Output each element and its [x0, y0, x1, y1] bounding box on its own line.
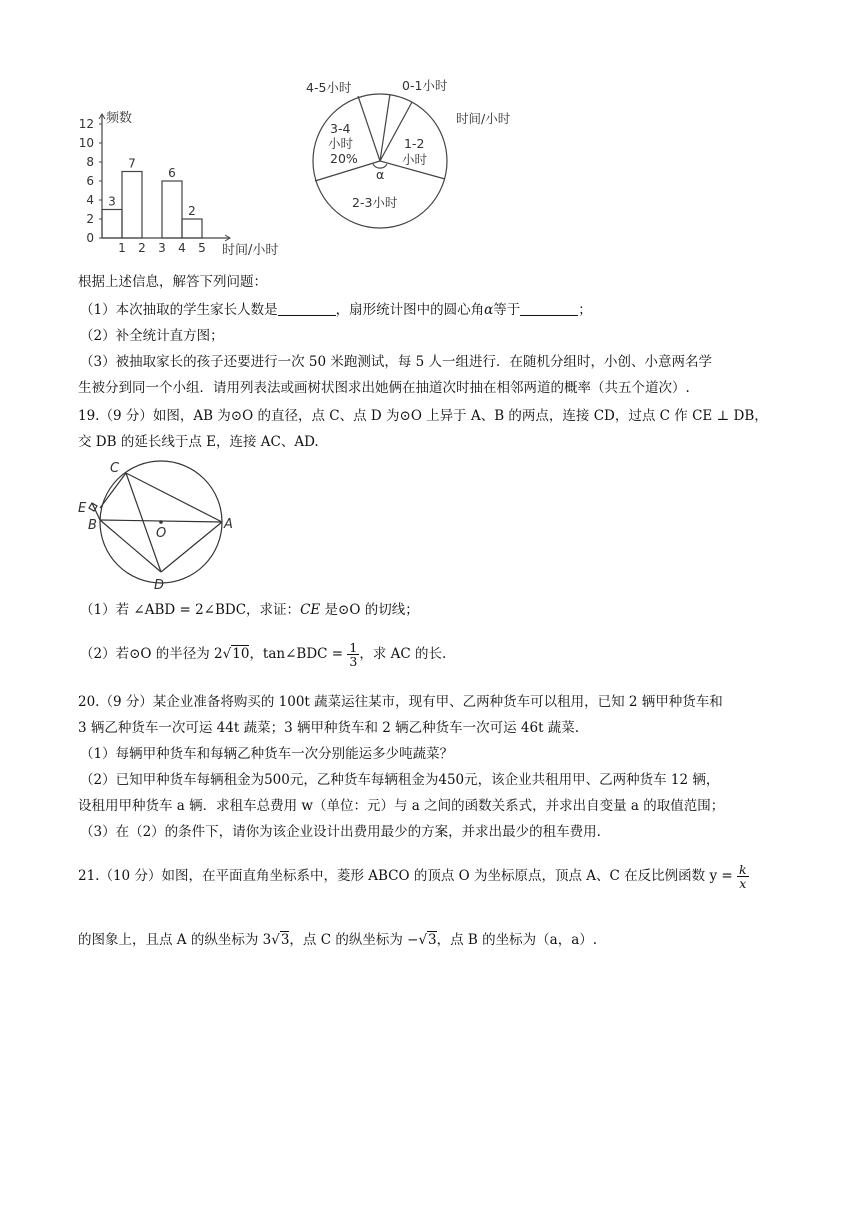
circle-geometry-figure	[74, 460, 234, 595]
pie-label-4-5: 4-5小时	[306, 80, 352, 95]
pie-label-3-4-unit: 小时	[328, 136, 354, 151]
pie-label-1-2: 1-2	[404, 136, 425, 151]
q18-part3-line2: 生被分到同一个小组．请用列表法或画树状图求出她俩在抽道次时抽在相邻两道的概率（共五个道次）.	[78, 380, 690, 396]
q20-line2: 3 辆乙种货车一次可运 44t 蔬菜；3 辆甲种货车和 2 辆乙种货车一次可运 46t 蔬菜.	[78, 720, 580, 736]
q20-line1: 20.（9 分）某企业准备将购买的 100t 蔬菜运往某市，现有甲、乙两种货车可以租用，已知 2 辆甲种货车和	[78, 694, 723, 710]
pie-chart	[300, 76, 530, 246]
y-tick-label: 12	[78, 117, 94, 131]
pie-title: 时间/小时	[456, 111, 511, 126]
pie-divider	[358, 96, 380, 161]
fraction-denominator: 3	[349, 654, 358, 669]
q20-part1: （1）每辆甲种货车和每辆乙种货车一次分别能运多少吨蔬菜？	[80, 746, 454, 762]
q18-part2: （2）补全统计直方图；	[80, 328, 224, 344]
fraction-numerator: 1	[349, 640, 358, 655]
x-tick-label: 2	[138, 241, 146, 255]
q18-part1	[80, 300, 592, 320]
fraction-numerator: k	[738, 862, 747, 877]
frequency-histogram	[72, 100, 302, 280]
q21-line2-e: ，点 B 的坐标为（a，a）.	[436, 932, 598, 948]
x-tick-label: 1	[118, 241, 126, 255]
q19-part2-c: ，tan∠BDC =	[249, 646, 344, 662]
fraction-k-over-x	[737, 863, 749, 890]
point-c-label: C	[110, 461, 120, 476]
q19-part1-ce: CE	[300, 602, 321, 618]
chord-ad	[161, 522, 222, 572]
point-o-label: O	[156, 526, 167, 541]
pie-label-1-2-unit: 小时	[402, 152, 428, 167]
y-tick-label: 8	[86, 155, 94, 169]
sqrt-symbol: √	[222, 646, 232, 662]
q20-part3: （3）在（2）的条件下，请你为该企业设计出费用最少的方案，并求出最少的租车费用.	[80, 824, 601, 840]
bar-value-label: 7	[128, 156, 136, 171]
point-b-label: B	[88, 518, 97, 533]
q21-radicand-c: 3	[428, 932, 437, 948]
histogram-bar	[122, 172, 142, 239]
q19-part2	[80, 640, 446, 668]
q21-line2	[78, 930, 597, 950]
q18-part1-e: ；	[578, 302, 592, 318]
q19-part2-d: ，求 AC 的长.	[359, 646, 447, 662]
point-e-label: E	[78, 501, 87, 516]
q18-part3-line1: （3）被抽取家长的孩子还要进行一次 50 米跑测试，每 5 人一组进行．在随机分组时，小创、小意两名学	[80, 354, 713, 370]
q18-part1-b: ，扇形统计图中的圆心角	[335, 302, 485, 318]
y-tick-label: 4	[86, 193, 94, 207]
point-d-label: D	[154, 578, 165, 593]
x-tick-label: 5	[198, 241, 206, 255]
bar-value-label: 6	[168, 166, 176, 180]
q21-line1	[78, 860, 749, 892]
pie-label-0-1: 0-1小时	[402, 78, 448, 93]
pie-label-3-4-percent: 20%	[330, 151, 358, 166]
y-tick-label: 2	[86, 212, 94, 226]
histogram-x-label: 时间/小时	[222, 243, 279, 258]
q20-part2-line1: （2）已知甲种货车每辆租金为500元，乙种货车每辆租金为450元，该企业共租用甲、乙两种货车 12 辆，	[80, 772, 720, 788]
q19-part1-a: （1）若 ∠ABD = 2∠BDC，求证：	[80, 602, 301, 618]
q21-line1-text: 21.（10 分）如图，在平面直角坐标系中，菱形 ABCO 的顶点 O 为坐标原点，顶点 A、C 在反比例函数 y =	[78, 868, 733, 884]
chord-cb	[100, 473, 126, 508]
q18-part1-d: 等于	[493, 302, 521, 318]
q18-part1-a: （1）本次抽取的学生家长人数是	[80, 302, 278, 318]
pie-label-3-4: 3-4	[330, 121, 351, 136]
pie-label-2-3: 2-3小时	[352, 195, 398, 210]
q19-part1	[80, 600, 419, 620]
answer-blank	[520, 301, 578, 316]
pie-alpha: α	[376, 167, 385, 182]
y-tick-label: 6	[86, 174, 94, 188]
histogram-bar	[182, 219, 202, 238]
q19-line1: 19.（9 分）如图，AB 为⊙O 的直径，点 C、点 D 为⊙O 上异于 A、B 的两点，连接 CD，过点 C 作 CE ⊥ DB，	[78, 408, 768, 424]
q19-radicand: 10	[232, 646, 250, 662]
bar-value-label: 2	[188, 204, 196, 218]
q19-part2-a: （2）若⊙O 的半径为 2	[80, 646, 223, 662]
y-tick-label: 0	[86, 231, 94, 245]
q18-alpha: α	[484, 302, 494, 318]
q19-line2: 交 DB 的延长线于点 E，连接 AC、AD.	[78, 434, 319, 450]
fraction-denominator: x	[739, 876, 747, 891]
histogram-bar	[162, 181, 182, 238]
histogram-bar	[102, 210, 122, 239]
q19-part1-c: 是⊙O 的切线；	[320, 602, 419, 618]
q21-line2-a: 的图象上，且点 A 的纵坐标为 3	[78, 932, 272, 948]
y-tick-label: 10	[78, 136, 94, 150]
q21-line2-c: ，点 C 的纵坐标为 −	[289, 932, 419, 948]
q20-part2-line2: 设租用甲种货车 a 辆．求租车总费用 w（单位：元）与 a 之间的函数关系式，并求出自变量 a 的取值范围；	[78, 798, 725, 814]
x-tick-label: 3	[158, 241, 166, 255]
sqrt-symbol: √	[418, 932, 428, 948]
point-a-label: A	[224, 517, 233, 532]
q21-radicand-a: 3	[280, 932, 290, 948]
histogram-y-label: 频数	[106, 111, 133, 126]
bar-value-label: 3	[108, 194, 116, 209]
center-dot	[159, 520, 163, 524]
intro-text: 根据上述信息，解答下列问题：	[78, 274, 267, 290]
answer-blank	[278, 301, 336, 316]
fraction-one-third	[347, 641, 359, 668]
sqrt-symbol: √	[271, 932, 280, 948]
x-tick-label: 4	[178, 241, 186, 255]
